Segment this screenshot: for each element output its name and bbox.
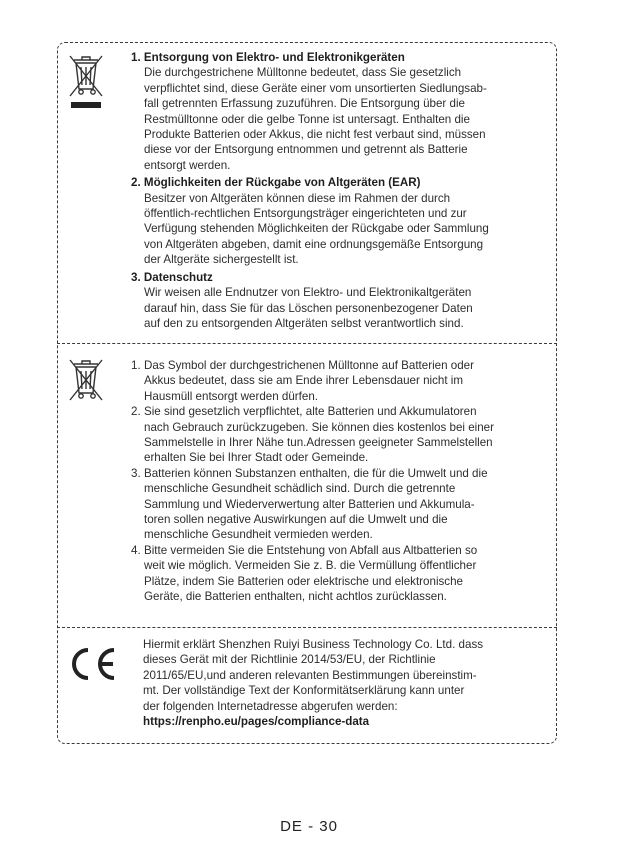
battery-item: 3. Batterien können Substanzen enthalten, die für die Umwelt und die menschliche Gesundheit schädlich sind. Durch die getrennte Sammlung und Wiederverwertung alter Batterien und Akkumula- toren sollen negative Auswirkungen auf die Umwelt und die menschliche Gesundheit vermieden werden. xyxy=(131,466,488,542)
weee-item: 3. Datenschutz Wir weisen alle Endnutzer von Elektro- und Elektronikaltgeräten darauf hin, dass Sie für das Löschen personenbezogener Daten auf den zu entsorgenden Altgeräten selbst verantwortlich sind. xyxy=(131,270,473,330)
crossed-out-battery-bin-icon xyxy=(66,356,106,409)
section-divider xyxy=(57,627,557,628)
section-divider xyxy=(57,343,557,344)
page-number: DE - 30 xyxy=(280,818,338,835)
ce-mark-icon xyxy=(66,646,122,687)
battery-item: 4. Bitte vermeiden Sie die Entstehung von Abfall aus Altbatterien so weit wie möglich. Vermeiden Sie z. B. die Vermüllung öffentlicher Plätze, indem Sie Batterien oder elektrische und elektronische Geräte, die Batterien enthalten, nicht achtlos zurücklassen. xyxy=(131,543,478,604)
weee-text xyxy=(131,50,551,333)
battery-item: 2. Sie sind gesetzlich verpflichtet, alte Batterien und Akkumulatoren nach Gebrauch zurückzugeben. Sie können dies kostenlos bei einer Sammelstelle in Ihrer Nähe tun.Adressen geeigneter Sammelstellen erhalten Sie bei Ihrer Stadt oder Gemeinde. xyxy=(131,405,494,465)
battery-item: 1. Das Symbol der durchgestrichenen Mülltonne auf Batterien oder Akkus bedeutet, dass sie am Ende ihrer Lebensdauer nicht im Hausmüll entsorgt werden dürfen. xyxy=(131,359,474,403)
crossed-out-wheelie-bin-icon xyxy=(66,52,106,115)
battery-text xyxy=(131,358,553,605)
ce-declaration: Hiermit erklärt Shenzhen Ruiyi Business Technology Co. Ltd. dass dieses Gerät mit der Richtlinie 2014/53/EU, der Richtlinie 2011/65/EU,und anderen relevanten Bestimmungen übereinstim- mt. Der vollständige Text der Konformitätserklärung kann unter der folgenden Internetadresse abgerufen werden: https://renpho.eu/pages/compliance-data xyxy=(143,637,553,729)
compliance-url: https://renpho.eu/pages/compliance-data xyxy=(143,715,370,729)
weee-item: 1. Entsorgung von Elektro- und Elektronikgeräten Die durchgestrichene Mülltonne bedeutet, dass Sie gesetzlich verpflichtet sind, diese Geräte einer vom unsortierten Siedlungsab- fall getrennten Erfassung zuzuführen. Die Entsorgung über die Restmülltonne oder die gelbe Tonne ist untersagt. Enthalten die Produkte Batterien oder Akkus, die nicht fest verbaut sind, müssen diese vor der Entsorgung entnommen und getrennt als Batterie entsorgt werden. xyxy=(131,51,487,172)
weee-item: 2. Möglichkeiten der Rückgabe von Altgeräten (EAR) Besitzer von Altgeräten können diese im Rahmen der durch öffentlich-rechtlichen Entsorgungsträger eingerichteten und zur Verfügung stehenden Möglichkeiten der Rückgabe oder Sammlung von Altgeräten abgeben, damit eine ordnungsgemäße Entsorgung der Altgeräte sichergestellt ist. xyxy=(131,176,489,267)
